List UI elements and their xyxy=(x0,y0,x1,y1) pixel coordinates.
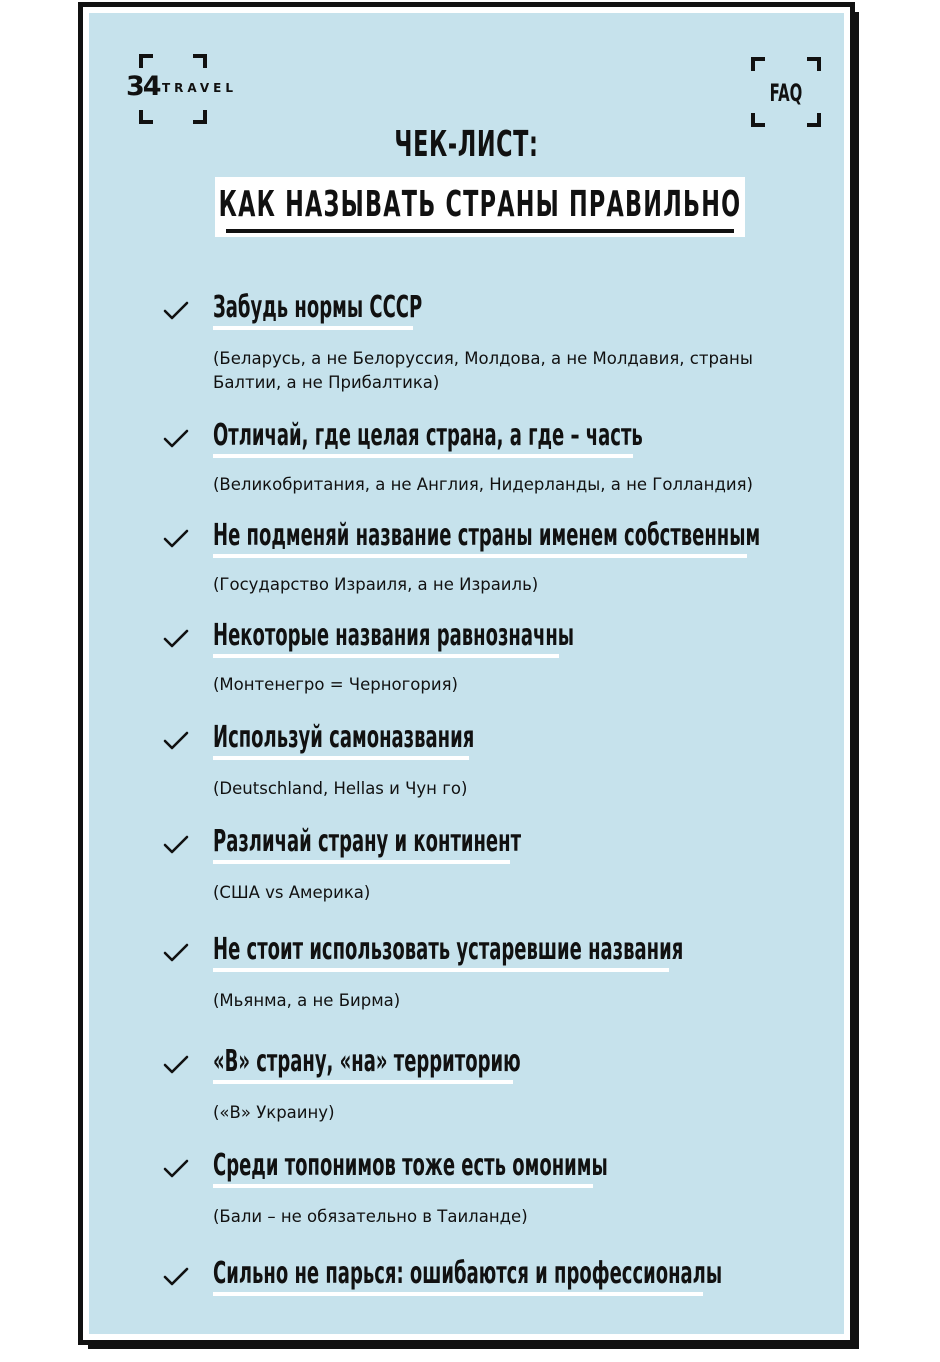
checkmark-icon xyxy=(163,529,189,549)
item-title-underline xyxy=(213,1292,703,1296)
item-description: (Великобритания, а не Англия, Нидерланды, а не Голландия) xyxy=(213,475,753,494)
checkmark-icon xyxy=(163,943,189,963)
logo-corner-icon xyxy=(139,54,153,68)
item-title-underline xyxy=(213,654,559,658)
logo-corner-icon xyxy=(139,110,153,124)
subtitle-box xyxy=(215,177,745,237)
item-title-wrap xyxy=(213,419,929,459)
item-title-underline xyxy=(213,1184,593,1188)
faq-label: FAQ xyxy=(769,79,803,107)
item-title-underline xyxy=(213,968,669,972)
checkmark-icon xyxy=(163,429,189,449)
item-title-wrap xyxy=(213,291,562,331)
faq-badge xyxy=(751,57,821,127)
checkmark-icon xyxy=(163,1159,189,1179)
faq-corner-icon xyxy=(751,57,765,71)
item-description: («В» Украину) xyxy=(213,1103,335,1122)
item-title-wrap xyxy=(213,933,940,973)
item-title: Отличай, где целая страна, а где – часть xyxy=(213,418,643,453)
item-title: Забудь нормы СССР xyxy=(213,290,423,325)
item-title-wrap xyxy=(213,825,726,865)
item-description: (Мьянма, а не Бирма) xyxy=(213,991,401,1010)
checkmark-icon xyxy=(163,629,189,649)
item-title-underline xyxy=(213,454,633,458)
checkmark-icon xyxy=(163,835,189,855)
item-title-wrap xyxy=(213,1257,940,1297)
item-title-wrap xyxy=(213,1045,726,1085)
checkmark-icon xyxy=(163,731,189,751)
item-title-wrap xyxy=(213,619,815,659)
item-title: Некоторые названия равнозначны xyxy=(213,618,575,653)
page-title: ЧЕК-ЛИСТ: xyxy=(394,124,539,165)
item-title-wrap xyxy=(213,721,648,761)
item-title-underline xyxy=(213,1080,513,1084)
page-subtitle: КАК НАЗЫВАТЬ СТРАНЫ ПРАВИЛЬНО xyxy=(218,184,742,225)
item-title-underline xyxy=(213,860,510,864)
item-description: (Государство Израиля, а не Израиль) xyxy=(213,575,539,594)
item-title-underline xyxy=(213,326,413,330)
checkmark-icon xyxy=(163,1267,189,1287)
faq-corner-icon xyxy=(807,57,821,71)
item-title: Используй самоназвания xyxy=(213,720,475,755)
item-description: (Deutschland, Hellas и Чун го) xyxy=(213,779,468,798)
checklist-card xyxy=(78,2,855,1345)
item-title: «В» страну, «на» территорию xyxy=(213,1044,521,1079)
item-title-underline xyxy=(213,554,747,558)
item-title-underline xyxy=(213,756,469,760)
item-title: Различай страну и континент xyxy=(213,824,522,859)
item-description: (Монтенегро = Черногория) xyxy=(213,675,458,694)
item-title: Не подменяй название страны именем собственным xyxy=(213,518,761,553)
faq-corner-icon xyxy=(807,113,821,127)
checkmark-icon xyxy=(163,1055,189,1075)
logo-corner-icon xyxy=(193,54,207,68)
item-description: (Бали – не обязательно в Таиланде) xyxy=(213,1207,528,1226)
item-title-wrap xyxy=(213,1149,871,1189)
item-description: (Беларусь, а не Белоруссия, Молдова, а не Молдавия, страны Балтии, а не Прибалтика) xyxy=(213,349,753,392)
card-background xyxy=(89,13,844,1334)
item-description: (США vs Америка) xyxy=(213,883,371,902)
item-title: Сильно не парься: ошибаются и профессионалы xyxy=(213,1256,723,1291)
item-title: Не стоит использовать устаревшие названия xyxy=(213,932,684,967)
subtitle-underline xyxy=(226,229,734,233)
item-title: Среди топонимов тоже есть омонимы xyxy=(213,1148,608,1183)
checkmark-icon xyxy=(163,301,189,321)
faq-corner-icon xyxy=(751,113,765,127)
logo-corner-icon xyxy=(193,110,207,124)
logo-number: 34 xyxy=(126,71,160,102)
item-title-wrap xyxy=(213,519,940,559)
logo-word: TRAVEL xyxy=(162,81,238,95)
brand-logo xyxy=(126,54,236,124)
